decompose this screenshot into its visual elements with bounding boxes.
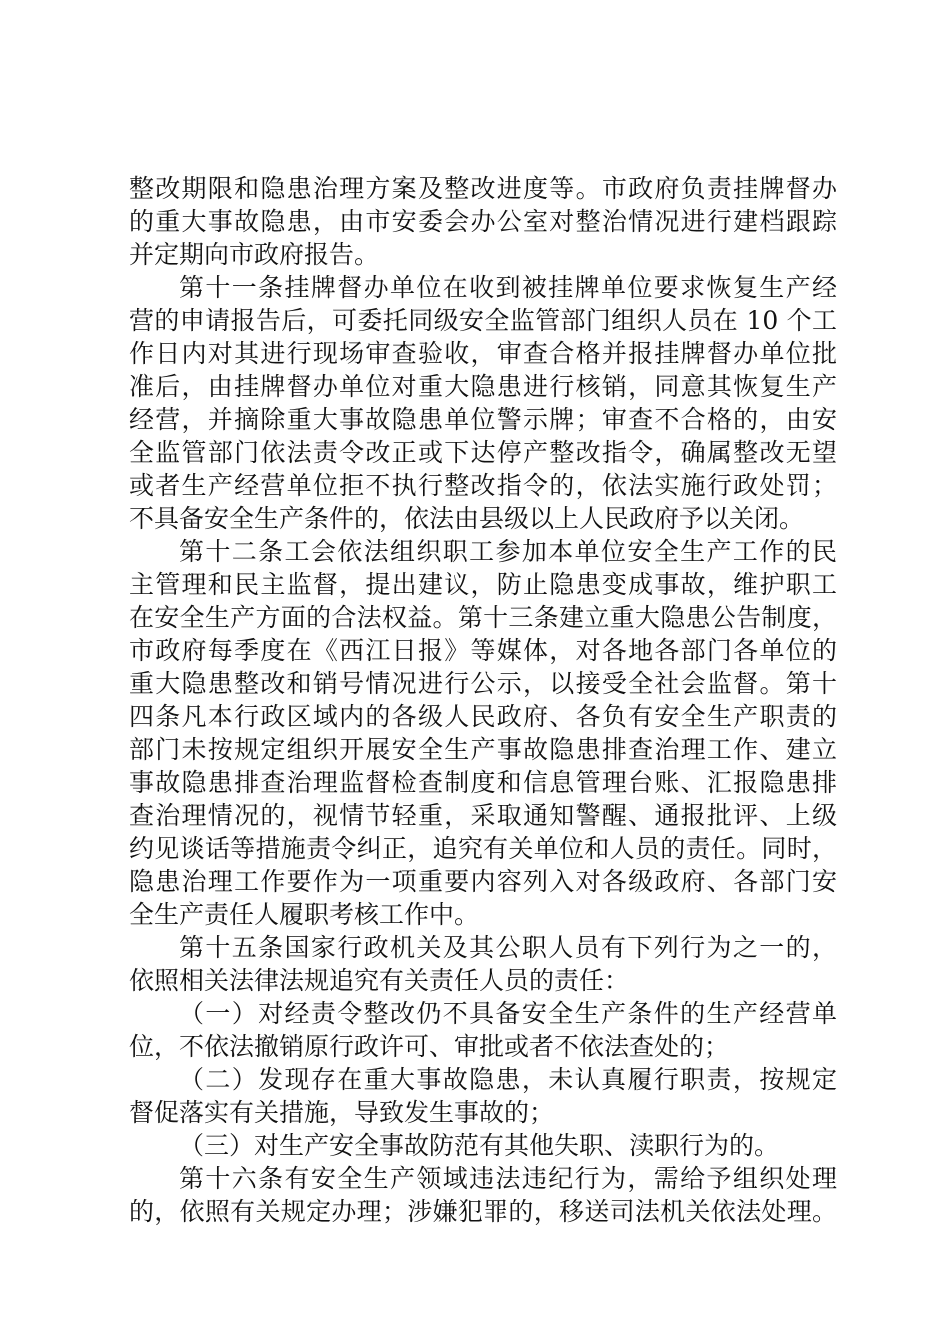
text-line: 隐患治理工作要作为一项重要内容列入对各级政府、各部门安 xyxy=(129,867,837,896)
text-line: 四条凡本行政区域内的各级人民政府、各负有安全生产职责的 xyxy=(129,702,837,731)
text-line: （一）对经责令整改仍不具备安全生产条件的生产经营单 xyxy=(179,999,837,1028)
text-line: 位，不依法撤销原行政许可、审批或者不依法查处的； xyxy=(129,1032,730,1061)
text-line: 或者生产经营单位拒不执行整改指令的，依法实施行政处罚； xyxy=(129,471,837,500)
text-line: 第十五条国家行政机关及其公职人员有下列行为之一的， xyxy=(179,933,837,962)
text-line: 并定期向市政府报告。 xyxy=(129,240,380,269)
text-line: 主管理和民主监督，提出建议，防止隐患变成事故，维护职工 xyxy=(129,570,837,599)
text-line: 市政府每季度在《西江日报》等媒体，对各地各部门各单位的 xyxy=(129,636,837,665)
text-line: 查治理情况的，视情节轻重，采取通知警醒、通报批评、上级 xyxy=(129,801,837,830)
text-line: （二）发现存在重大事故隐患，未认真履行职责，按规定 xyxy=(179,1065,837,1094)
text-line: 部门未按规定组织开展安全生产事故隐患排查治理工作、建立 xyxy=(129,735,837,764)
text-line: 准后，由挂牌督办单位对重大隐患进行核销，同意其恢复生产 xyxy=(129,372,837,401)
text-line: 约见谈话等措施责令纠正，追究有关单位和人员的责任。同时， xyxy=(129,834,837,863)
text-line: 重大隐患整改和销号情况进行公示，以接受全社会监督。第十 xyxy=(129,669,837,698)
text-line: 全生产责任人履职考核工作中。 xyxy=(129,900,480,929)
text-line: 依照相关法律法规追究有关责任人员的责任： xyxy=(129,966,630,995)
text-line: 整改期限和隐患治理方案及整改进度等。市政府负责挂牌督办 xyxy=(129,174,837,203)
text-line: 不具备安全生产条件的，依法由县级以上人民政府予以关闭。 xyxy=(129,504,805,533)
text-line: 作日内对其进行现场审查验收，审查合格并报挂牌督办单位批 xyxy=(129,339,837,368)
text-line: 在安全生产方面的合法权益。第十三条建立重大隐患公告制度， xyxy=(129,603,837,632)
text-line: 经营，并摘除重大事故隐患单位警示牌；审查不合格的，由安 xyxy=(129,405,837,434)
text-line: 全监管部门依法责令改正或下达停产整改指令，确属整改无望 xyxy=(129,438,837,467)
text-line: 事故隐患排查治理监督检查制度和信息管理台账、汇报隐患排 xyxy=(129,768,837,797)
text-line: 第十一条挂牌督办单位在收到被挂牌单位要求恢复生产经 xyxy=(179,273,837,302)
text-line: 的重大事故隐患，由市安委会办公室对整治情况进行建档跟踪 xyxy=(129,207,837,236)
text-line: 营的申请报告后，可委托同级安全监管部门组织人员在 10 个工 xyxy=(129,306,837,335)
document-body xyxy=(129,172,837,1228)
text-line: 第十二条工会依法组织职工参加本单位安全生产工作的民 xyxy=(179,537,837,566)
text-line: 督促落实有关措施，导致发生事故的； xyxy=(129,1098,555,1127)
text-line: 的，依照有关规定办理；涉嫌犯罪的，移送司法机关依法处理。 xyxy=(129,1197,837,1226)
text-line: （三）对生产安全事故防范有其他失职、渎职行为的。 xyxy=(179,1131,780,1160)
text-line: 第十六条有安全生产领域违法违纪行为，需给予组织处理 xyxy=(179,1164,837,1193)
